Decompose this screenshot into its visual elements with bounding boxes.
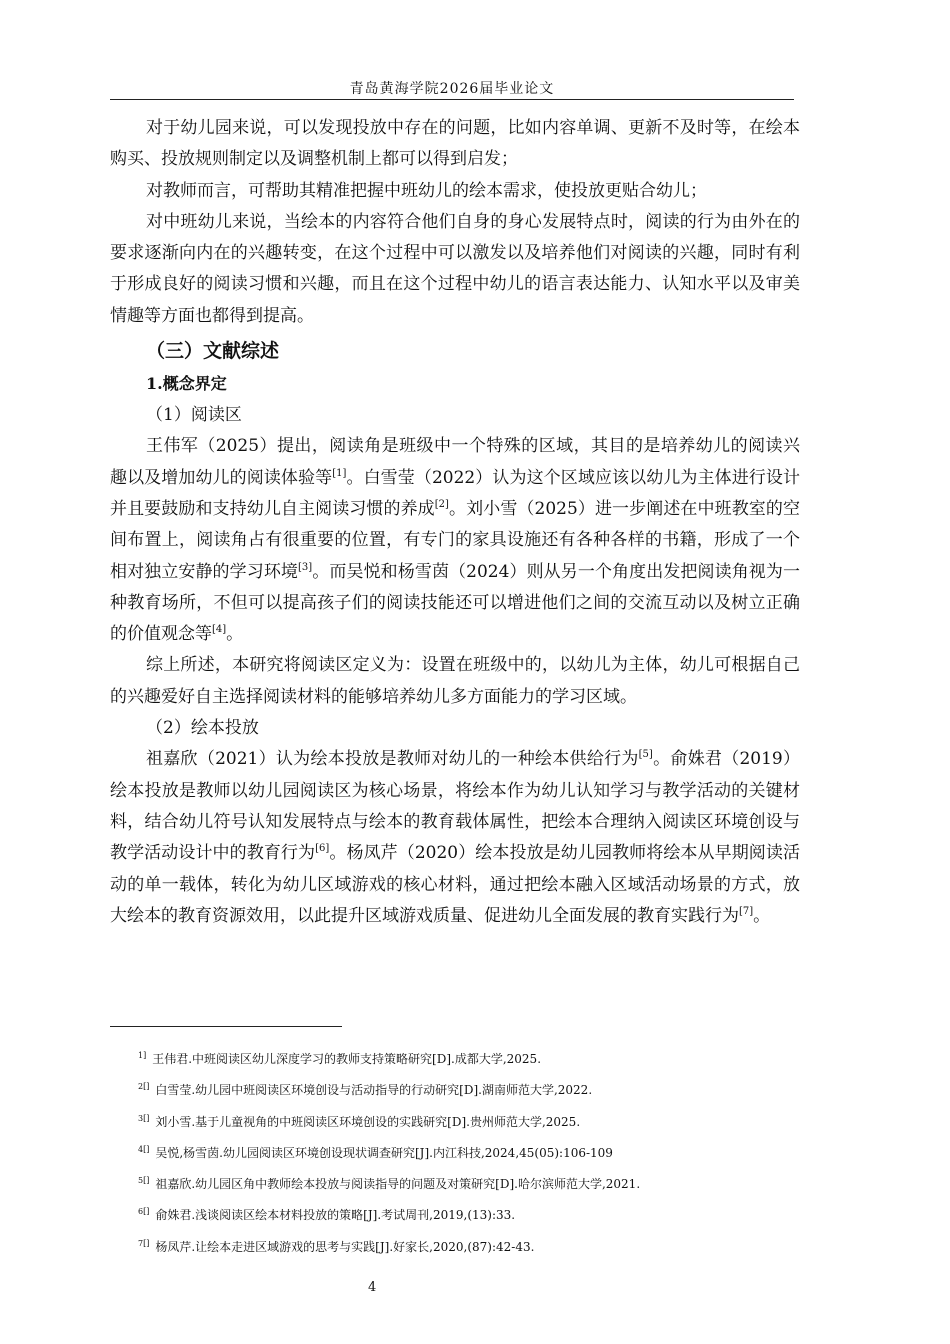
- footnote-mark: 4[]: [138, 1144, 150, 1154]
- footnote: [138, 1171, 798, 1202]
- sentence: 。而吴悦和杨雪茵（2024）则从另一个角度出发把阅读角视为一种教育场所，不但可以提高孩子们的阅读技能还可以增进他们之间的交流互动以及树立正确的价值观念等: [110, 561, 800, 645]
- footnote-separator: [110, 1026, 342, 1027]
- subsection-heading: 1.概念界定: [146, 374, 227, 394]
- footnote: [138, 1202, 798, 1233]
- citation: [3]: [298, 561, 313, 573]
- footnote-text: 白雪莹.幼儿园中班阅读区环境创设与活动指导的行动研究[D].湖南师范大学,2022.: [155, 1083, 593, 1098]
- paragraph: 对教师而言，可帮助其精准把握中班幼儿的绘本需求，使投放更贴合幼儿；: [146, 180, 707, 201]
- sentence: 。俞姝君（2019）绘本投放是教师以幼儿园阅读区为核心场景，将绘本作为幼儿认知学习与教学活动的关键材料，结合幼儿符号认知发展特点与绘本的教育载体属性，把绘本合理纳入阅读区环境创设与教学活动设计中的教育行为: [110, 749, 801, 864]
- header-rule: [110, 99, 794, 100]
- page-body: [110, 113, 800, 932]
- footnote-text: 吴悦,杨雪茵.幼儿园阅读区环境创设现状调查研究[J].内江科技,2024,45(05):106-109: [155, 1145, 613, 1160]
- footnote-text: 俞姝君.浅谈阅读区绘本材料投放的策略[J].考试周刊,2019,(13):33.: [155, 1208, 516, 1223]
- paragraph: [110, 431, 800, 650]
- sentence: 。白雪莹（2022）认为这个区域应该以幼儿为主体进行设计并且要鼓励和支持幼儿自主阅读习惯的养成: [110, 467, 800, 519]
- section-heading: （三）文献综述: [146, 340, 280, 363]
- sentence: 。刘小雪（2025）进一步阐述在中班教室的空间布置上，阅读角占有很重要的位置，有专门的家具设施还有各种各样的书籍，形成了一个相对独立安静的学习环境: [110, 498, 800, 582]
- citation: [5]: [638, 749, 653, 761]
- citation: [4]: [212, 624, 227, 636]
- paragraph: 综上所述，本研究将阅读区定义为：设置在班级中的，以幼儿为主体，幼儿可根据自己的兴趣爱好自主选择阅读材料的能够培养幼儿多方面能力的学习区域。: [110, 655, 800, 707]
- footnote-mark: 6[]: [138, 1207, 150, 1217]
- footnote-mark: 2[]: [138, 1082, 150, 1092]
- item-heading: （2）绘本投放: [146, 718, 259, 739]
- paragraph: 对于幼儿园来说，可以发现投放中存在的问题，比如内容单调、更新不及时等，在绘本购买、投放规则制定以及调整机制上都可以得到启发；: [110, 118, 800, 170]
- sentence: 。杨凤芹（2020）绘本投放是幼儿园教师将绘本从早期阅读活动的单一载体，转化为幼儿区域游戏的核心材料，通过把绘本融入区域活动场景的方式，放大绘本的教育资源效用，以此提升区域游戏质量、促进幼儿全面发展的教育实践行为: [110, 843, 800, 926]
- sentence: 。: [753, 905, 771, 926]
- footnote-text: 刘小雪.基于儿童视角的中班阅读区环境创设的实践研究[D].贵州师范大学,2025.: [155, 1114, 581, 1129]
- footnote: [138, 1046, 798, 1077]
- paragraph: 对中班幼儿来说，当绘本的内容符合他们自身的身心发展特点时，阅读的行为由外在的要求逐渐向内在的兴趣转变，在这个过程中可以激发以及培养他们对阅读的兴趣，同时有利于形成良好的阅读习惯和兴趣，而且在这个过程中幼儿的语言表达能力、认知水平以及审美情趣等方面也都得到提高。: [110, 211, 800, 326]
- sentence: 。: [226, 624, 244, 645]
- page-header: 青岛黄海学院2026届毕业论文: [349, 81, 555, 97]
- sentence: 祖嘉欣（2021）认为绘本投放是教师对幼儿的一种绘本供给行为: [146, 749, 639, 770]
- sentence: 王伟军（2025）提出，阅读角是班级中一个特殊的区域，其目的是培养幼儿的阅读兴趣以及增加幼儿的阅读体验等: [110, 436, 800, 488]
- footnote-text: 王伟君.中班阅读区幼儿深度学习的教师支持策略研究[D].成都大学,2025.: [152, 1052, 542, 1066]
- footnotes: [138, 1046, 798, 1265]
- footnote: [138, 1140, 798, 1171]
- footnote-mark: 3[]: [138, 1113, 150, 1123]
- item-heading: （1）阅读区: [146, 405, 242, 426]
- footnote-text: 祖嘉欣.幼儿园区角中教师绘本投放与阅读指导的问题及对策研究[D].哈尔滨师范大学,2021.: [155, 1177, 641, 1192]
- footnote-mark: 1]: [138, 1051, 147, 1060]
- footnote: [138, 1109, 798, 1140]
- paragraph: [110, 744, 800, 932]
- citation: [6]: [315, 843, 330, 855]
- citation: [7]: [739, 905, 754, 917]
- citation: [2]: [434, 498, 449, 510]
- footnote-mark: 7[]: [138, 1238, 150, 1248]
- footnote: [138, 1234, 798, 1265]
- footnote: [138, 1077, 798, 1108]
- page-number: 4: [368, 1280, 377, 1295]
- citation: [1]: [332, 467, 347, 479]
- footnote-text: 杨凤芹.让绘本走进区域游戏的思考与实践[J].好家长,2020,(87):42-43.: [155, 1239, 535, 1254]
- footnote-mark: 5[]: [138, 1176, 150, 1186]
